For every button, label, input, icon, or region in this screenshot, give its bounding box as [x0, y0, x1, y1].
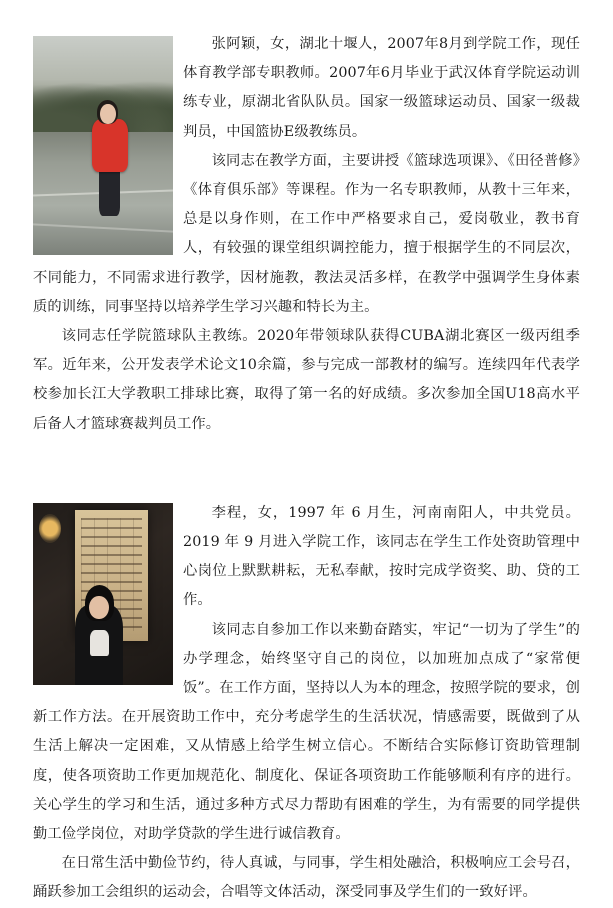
paragraph: 李程，女，1997 年 6 月生，河南南阳人，中共党员。2019 年 9 月进入学院工作，该同志在学生工作处资助管理中心岗位上默默耕耘，无私奉献，按时完成学资奖、助、贷的工作。 [183, 504, 580, 609]
portrait-photo-student-aid-officer [33, 503, 173, 685]
document-content [33, 30, 580, 908]
photo-person-head [100, 104, 115, 124]
photo-person-head [89, 596, 109, 620]
paragraph: 在日常生活中勤俭节约，待人真诚，与同事，学生相处融洽，积极响应工会号召，踊跃参加工会组织的运动会，合唱等文体活动，深受同事及学生们的一致好评。 [33, 855, 580, 901]
paragraph: 张阿颖，女，湖北十堰人，2007年8月到学院工作，现任体育教学部专职教师。2007年6月毕业于武汉体育学院运动训练专业，原湖北省队队员。国家一级篮球运动员、国家一级裁判员，中国篮协E级教练员。 [183, 36, 580, 140]
profile-section-zhang [33, 30, 580, 439]
paragraph: 该同志任学院篮球队主教练。2020年带领球队获得CUBA湖北赛区一级丙组季军。近年来，公开发表学术论文10余篇，参与完成一部教材的编写。连续四年代表学校参加长江大学教职工排球比赛，取得了第一名的好成绩。多次参加全国U18高水平后备人才篮球赛裁判员工作。 [33, 328, 580, 432]
profile-section-li [33, 499, 580, 908]
photo-lamp-glow [39, 514, 61, 543]
section-spacer [33, 439, 580, 499]
paragraph: 该同志在教学方面，主要讲授《篮球选项课》、《田径普修》《体育俱乐部》等课程。作为一名专职教师，从教十三年来，总是以身作则，在工作中严格要求自己，爱岗敬业，教书育人，有较强的课堂组织调控能力，擅于根据学生的不同层次，不同能力，不同需求进行教学，因材施教，教法灵活多样，在教学中强调学生身体素质的训练，同事坚持以培养学生学习兴趣和特长为主。 [33, 152, 580, 315]
photo-person-legs [99, 167, 120, 215]
portrait-photo-basketball-coach [33, 36, 173, 255]
photo-person-shirt [90, 630, 108, 655]
photo-person-red-coat [92, 119, 128, 172]
paragraph: 该同志自参加工作以来勤奋踏实，牢记“一切为了学生”的办学理念，始终坚守自己的岗位，以加班加点成了“家常便饭”。在工作方面，坚持以人为本的理念，按照学院的要求，创新工作方法。在开展资助工作中，充分考虑学生的生活状况，情感需要，既做到了从生活上解决一定困难，又从情感上给学生树立信心。不断结合实际修订资助管理制度，使各项资助工作更加规范化、制度化、保证各项资助工作能够顺利有序的进行。关心学生的学习和生活，通过多种方式尽力帮助有困难的学生，为有需要的同学提供勤工俭学岗位，对助学贷款的学生进行诚信教育。 [33, 621, 580, 843]
